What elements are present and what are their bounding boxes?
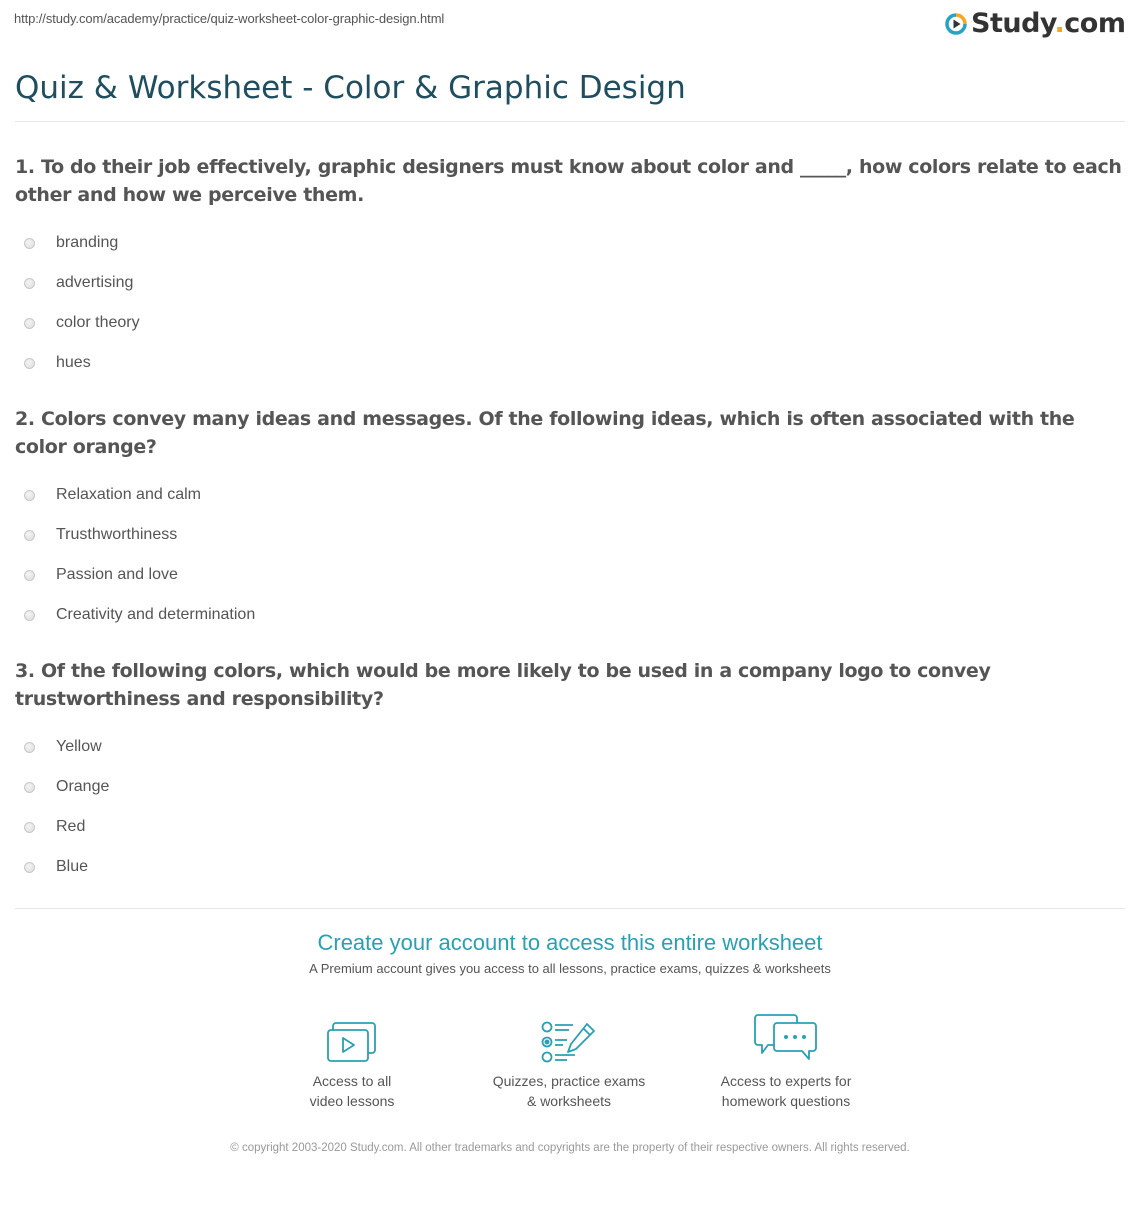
radio-button[interactable] xyxy=(24,358,35,369)
choice-label: Creativity and determination xyxy=(56,606,256,623)
answer-choice[interactable] xyxy=(15,555,1125,595)
quiz-checklist-icon xyxy=(469,1013,669,1063)
radio-button[interactable] xyxy=(24,782,35,793)
answer-choices xyxy=(15,223,1125,383)
video-lessons-icon xyxy=(252,1013,452,1063)
answer-choice[interactable] xyxy=(15,847,1125,887)
radio-button[interactable] xyxy=(24,570,35,581)
radio-button[interactable] xyxy=(24,530,35,541)
study-logo[interactable] xyxy=(945,8,1126,40)
choice-label: Red xyxy=(56,818,86,835)
answer-choice[interactable] xyxy=(15,303,1125,343)
page-title: Quiz & Worksheet - Color & Graphic Design xyxy=(15,70,686,106)
answer-choice[interactable] xyxy=(15,343,1125,383)
page-url: http://study.com/academy/practice/quiz-worksheet-color-graphic-design.html xyxy=(14,11,445,26)
study-play-logo-icon xyxy=(945,13,967,35)
choice-label: advertising xyxy=(56,274,134,291)
create-account-link[interactable]: Create your account to access this entire worksheet xyxy=(317,930,823,955)
question-1 xyxy=(15,153,1125,383)
feature-line-1: Quizzes, practice exams xyxy=(492,1073,646,1089)
title-divider xyxy=(15,121,1125,122)
feature-video-lessons xyxy=(252,1013,452,1111)
cta-subtitle: A Premium account gives you access to all lessons, practice exams, quizzes & worksheets xyxy=(309,961,831,976)
logo-text-tld: com xyxy=(1064,8,1126,39)
answer-choice[interactable] xyxy=(15,223,1125,263)
choice-label: Trusthworthiness xyxy=(56,526,178,543)
choice-label: branding xyxy=(56,234,119,251)
answer-choice[interactable] xyxy=(15,475,1125,515)
choice-label: color theory xyxy=(56,314,140,331)
answer-choice[interactable] xyxy=(15,807,1125,847)
choice-label: hues xyxy=(56,354,91,371)
feature-experts xyxy=(686,1013,886,1111)
answer-choice[interactable] xyxy=(15,263,1125,303)
feature-quizzes xyxy=(469,1013,669,1111)
answer-choices xyxy=(15,475,1125,635)
answer-choices xyxy=(15,727,1125,887)
radio-button[interactable] xyxy=(24,238,35,249)
radio-button[interactable] xyxy=(24,862,35,873)
question-text: 1. To do their job effectively, graphic designers must know about color and _____, how colors relate to each other and how we perceive them. xyxy=(15,156,1122,206)
feature-line-2: & worksheets xyxy=(526,1093,612,1109)
choice-label: Passion and love xyxy=(56,566,178,583)
logo-text-main: Study xyxy=(971,8,1055,39)
question-text: 2. Colors convey many ideas and messages. Of the following ideas, which is often associated with the color orange? xyxy=(15,408,1075,458)
choice-label: Blue xyxy=(56,858,89,875)
feature-line-1: Access to experts for xyxy=(720,1073,852,1089)
question-2 xyxy=(15,405,1125,635)
question-3 xyxy=(15,657,1125,887)
feature-line-2: homework questions xyxy=(721,1093,851,1109)
radio-button[interactable] xyxy=(24,822,35,833)
answer-choice[interactable] xyxy=(15,595,1125,635)
answer-choice[interactable] xyxy=(15,515,1125,555)
answer-choice[interactable] xyxy=(15,727,1125,767)
section-divider xyxy=(15,908,1125,909)
answer-choice[interactable] xyxy=(15,767,1125,807)
radio-button[interactable] xyxy=(24,278,35,289)
chat-bubbles-icon xyxy=(686,1013,886,1063)
radio-button[interactable] xyxy=(24,742,35,753)
radio-button[interactable] xyxy=(24,610,35,621)
question-text: 3. Of the following colors, which would be more likely to be used in a company logo to convey trustworthiness and responsibility? xyxy=(15,660,991,710)
choice-label: Yellow xyxy=(56,738,102,755)
copyright-notice: © copyright 2003-2020 Study.com. All other trademarks and copyrights are the property of their respective owners. All rights reserved. xyxy=(230,1142,910,1154)
radio-button[interactable] xyxy=(24,318,35,329)
choice-label: Orange xyxy=(56,778,110,795)
feature-line-2: video lessons xyxy=(309,1093,395,1109)
feature-line-1: Access to all xyxy=(312,1073,392,1089)
signup-cta xyxy=(0,930,1140,976)
radio-button[interactable] xyxy=(24,490,35,501)
logo-text-dot: . xyxy=(1054,8,1065,39)
choice-label: Relaxation and calm xyxy=(56,486,201,503)
